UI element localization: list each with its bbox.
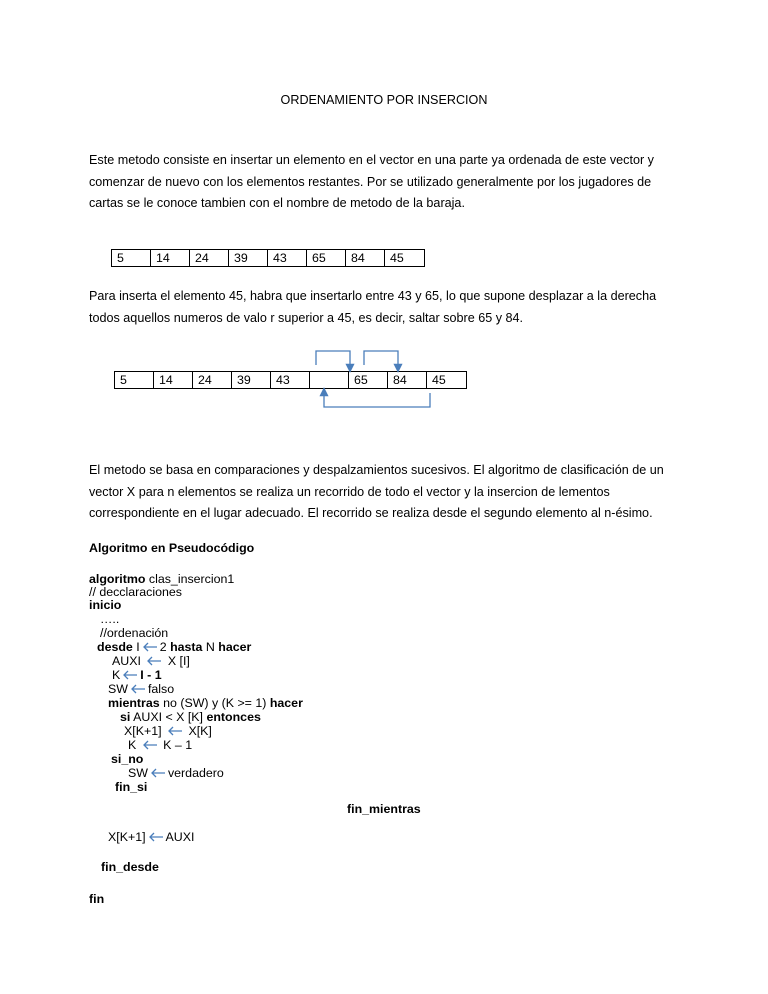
var-auxi: AUXI: [112, 654, 141, 668]
code-line-algoritmo: [89, 572, 234, 586]
var-k: K: [112, 668, 121, 682]
var-k: K: [128, 738, 137, 752]
vector1-cell: 65: [307, 250, 346, 266]
arrow-shift-84: [364, 351, 398, 371]
method-line-2: vector X para n elementos se realiza un recorrido de todo el vector y la insercion de lementos: [89, 484, 610, 499]
code-line-sw-verdadero: [128, 766, 224, 780]
expr-xk1: X[K+1]: [108, 830, 146, 844]
code-line-k-decrement: [128, 738, 192, 752]
expr-i-minus-1: I - 1: [140, 668, 162, 682]
arrow-shift-65: [316, 351, 350, 371]
vector1-cell: 5: [112, 250, 151, 266]
vector2-cell: 65: [349, 372, 388, 388]
vector1-cell: 39: [229, 250, 268, 266]
vector1-cell: 45: [390, 251, 404, 265]
assign-arrow-icon: [142, 642, 158, 652]
vector2-cell: 84: [388, 372, 427, 388]
intro-line-1: Este metodo consiste en insertar un elemento en el vector en una parte ya ordenada de este vector y: [89, 153, 654, 167]
insert-line-2: todos aquellos numeros de valo r superior a 45, es decir, saltar sobre 65 y 84.: [89, 310, 524, 325]
method-line-1: El metodo se basa en comparaciones y despalzamientos sucesivos. El algoritmo de clasificación de un: [89, 463, 664, 477]
expr-xi: X [I]: [167, 654, 190, 668]
keyword-algoritmo: algoritmo: [89, 572, 146, 586]
var-sw: SW: [108, 682, 128, 696]
assign-arrow-icon: [122, 670, 138, 680]
val-falso: falso: [147, 682, 175, 696]
vector2-cell: 24: [193, 372, 232, 388]
desde-start: 2: [159, 640, 167, 654]
code-line-comment-decl: // decclaraciones: [89, 585, 182, 599]
intro-line-2: comenzar de nuevo con los elementos restantes. Por se utilizado generalmente por los jugadores de: [89, 174, 652, 189]
vector2-cell: 45: [432, 373, 446, 387]
code-line-si-no: si_no: [111, 752, 144, 766]
vector1-cell: 14: [151, 250, 190, 266]
keyword-hacer: hacer: [218, 640, 252, 654]
method-paragraph: [89, 460, 679, 525]
keyword-mientras: mientras: [108, 696, 160, 710]
code-line-fin-desde: fin_desde: [101, 860, 159, 874]
arrow-insert-45: [324, 389, 430, 407]
expr-xk1: X[K+1]: [124, 724, 162, 738]
algorithm-name: clas_insercion1: [145, 572, 235, 586]
code-line-shift: [124, 724, 212, 738]
method-line-3: correspondiente en el lugar adecuado. El recorrido se realiza desde el segundo elemento al n-ésimo.: [89, 506, 653, 520]
var-n: N: [202, 640, 219, 654]
assign-arrow-icon: [142, 740, 158, 750]
vector1-cell: 24: [190, 250, 229, 266]
assign-arrow-icon: [146, 656, 162, 666]
code-line-k-assign: [112, 668, 162, 682]
insert-line-1: Para inserta el elemento 45, habra que insertarlo entre 43 y 65, lo que supone desplazar a la derecha: [89, 289, 657, 303]
keyword-hasta: hasta: [170, 640, 203, 654]
keyword-desde: desde: [97, 640, 133, 654]
keyword-si: si: [120, 710, 131, 724]
vector2-cell: 14: [154, 372, 193, 388]
mientras-condition: no (SW) y (K >= 1): [159, 696, 270, 710]
expr-xk: X[K]: [188, 724, 212, 738]
code-line-final-assign: [108, 830, 194, 844]
var-auxi: AUXI: [165, 830, 195, 844]
code-line-comment-ord: //ordenación: [100, 626, 169, 640]
code-line-inicio: inicio: [89, 598, 122, 612]
assign-arrow-icon: [130, 684, 146, 694]
section-heading: Algoritmo en Pseudocódigo: [89, 541, 255, 555]
code-line-fin-mientras: fin_mientras: [347, 802, 421, 816]
si-condition: AUXI < X [K]: [130, 710, 207, 724]
val-verdadero: verdadero: [167, 766, 224, 780]
code-line-ellipsis: …..: [100, 612, 120, 626]
vector2-cell: 5: [115, 372, 154, 388]
var-sw: SW: [128, 766, 148, 780]
code-line-fin: fin: [89, 892, 105, 906]
vector1-cell: 84: [346, 250, 385, 266]
code-line-desde: [97, 640, 251, 654]
expr-k-minus-1: K – 1: [163, 738, 193, 752]
code-line-fin-si: fin_si: [115, 780, 148, 794]
code-line-si: [120, 710, 261, 724]
code-line-mientras: [108, 696, 303, 710]
keyword-entonces: entonces: [206, 710, 261, 724]
code-line-sw-assign: [108, 682, 174, 696]
vector1-cell: 43: [268, 250, 307, 266]
code-line-auxi-assign: [112, 654, 190, 668]
var-i: I: [132, 640, 140, 654]
vector2-cell: 39: [232, 372, 271, 388]
page-title: ORDENAMIENTO POR INSERCION: [280, 93, 488, 107]
assign-arrow-icon: [148, 832, 164, 842]
intro-line-3: cartas se le conoce tambien con el nombre de metodo de la baraja.: [89, 196, 465, 210]
vector2-cell: 43: [271, 372, 310, 388]
keyword-hacer: hacer: [269, 696, 303, 710]
assign-arrow-icon: [167, 726, 183, 736]
assign-arrow-icon: [150, 768, 166, 778]
